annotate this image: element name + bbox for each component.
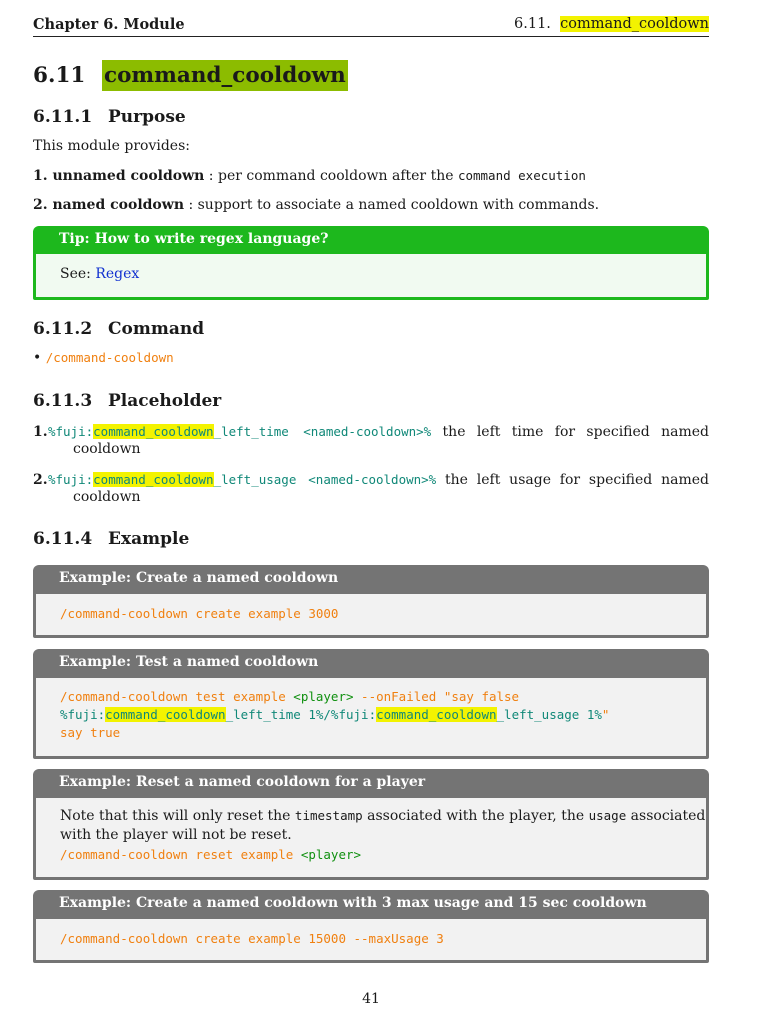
code-argument: <player> <box>293 689 354 704</box>
placeholder-prefix: %fuji: <box>48 472 94 487</box>
command-text: /command-cooldown <box>45 350 174 365</box>
code-line: say true <box>60 725 121 740</box>
placeholder-desc-cont: cooldown <box>73 441 141 457</box>
code-command: /command-cooldown test example <box>60 689 294 704</box>
command-item <box>33 350 709 366</box>
example-body <box>36 798 706 877</box>
code-command: /command-cooldown reset example <box>60 847 301 862</box>
list-item <box>33 168 709 184</box>
subsection-number: 6.11.3 <box>33 391 93 411</box>
placeholder-code <box>48 424 431 439</box>
example-box-create <box>33 565 709 638</box>
placeholder-code <box>48 472 436 487</box>
code-line <box>60 847 361 862</box>
section-number: 6.11 <box>33 63 86 88</box>
subsection-heading: Placeholder <box>108 391 222 411</box>
example-box-maxusage <box>33 890 709 963</box>
note-code: usage <box>588 808 627 823</box>
running-header <box>33 15 709 37</box>
example-title: Example: Reset a named cooldown for a player <box>59 774 426 790</box>
example-body <box>36 919 706 960</box>
note-text: associated with the player, the <box>362 808 589 824</box>
page-number: 41 <box>362 991 380 1007</box>
code-part: %fuji: <box>60 707 106 722</box>
subsection-number: 6.11.1 <box>33 107 93 127</box>
note-line: with the player will not be reset. <box>60 827 292 843</box>
item-text: support to associate a named cooldown with commands. <box>197 197 600 213</box>
placeholder-desc: the left time for specified named <box>431 424 710 440</box>
tip-prefix: See: <box>60 266 96 282</box>
example-title: Example: Create a named cooldown with 3 max usage and 15 sec cooldown <box>59 895 647 911</box>
code-quote: " <box>601 707 610 722</box>
placeholder-line <box>48 472 709 488</box>
code-highlight: command_cooldown <box>105 707 226 722</box>
example-title: Example: Create a named cooldown <box>59 570 339 586</box>
code-part: _left_usage 1% <box>496 707 602 722</box>
header-section-name: command_cooldown <box>560 16 709 32</box>
placeholder-prefix: %fuji: <box>48 424 94 439</box>
tip-text <box>60 266 139 282</box>
placeholder-desc-cont: cooldown <box>73 489 141 505</box>
code-argument: <player> <box>300 847 362 862</box>
header-section-number: 6.11. <box>514 16 551 32</box>
item-separator: : <box>184 197 198 213</box>
placeholder-highlight: command_cooldown <box>93 472 214 487</box>
header-section-ref <box>514 16 709 32</box>
code-part: _left_time 1%/%fuji: <box>225 707 377 722</box>
note-line <box>60 808 706 824</box>
subsection-purpose <box>33 107 186 127</box>
regex-link[interactable]: Regex <box>95 266 140 282</box>
item-separator: : <box>204 168 218 184</box>
subsection-heading: Purpose <box>108 107 186 127</box>
purpose-intro: This module provides: <box>33 138 190 154</box>
code-highlight: command_cooldown <box>376 707 497 722</box>
note-text: Note that this will only reset the <box>60 808 295 824</box>
note-code: timestamp <box>294 808 363 823</box>
example-body <box>36 594 706 635</box>
item-text: per command cooldown after the <box>217 168 458 184</box>
code-line <box>60 689 519 704</box>
bullet-icon: • <box>33 350 42 366</box>
placeholder-suffix: _left_usage <named-cooldown>% <box>213 472 437 487</box>
example-box-test <box>33 649 709 759</box>
subsection-number: 6.11.4 <box>33 529 93 549</box>
list-item <box>33 197 709 213</box>
tip-title: Tip: How to write regex language? <box>59 231 329 247</box>
subsection-command <box>33 319 204 339</box>
placeholder-line <box>48 424 709 440</box>
item-label: 1. unnamed cooldown <box>33 168 205 184</box>
tip-box <box>33 226 709 300</box>
item-label: 1. <box>33 424 48 440</box>
code-option: --onFailed "say false <box>353 689 520 704</box>
chapter-label: Chapter 6. Module <box>33 16 185 33</box>
example-body <box>36 678 706 756</box>
subsection-placeholder <box>33 391 221 411</box>
note-text: associated <box>626 808 706 824</box>
placeholder-suffix: _left_time <named-cooldown>% <box>213 424 432 439</box>
item-label: 2. named cooldown <box>33 197 184 213</box>
placeholder-highlight: command_cooldown <box>93 424 214 439</box>
subsection-example <box>33 529 189 549</box>
example-box-reset <box>33 769 709 880</box>
placeholder-desc: the left usage for specified named <box>436 472 709 488</box>
subsection-number: 6.11.2 <box>33 319 93 339</box>
item-label: 2. <box>33 472 48 488</box>
code-line: /command-cooldown create example 3000 <box>60 606 339 621</box>
code-line <box>60 707 609 722</box>
section-name: command_cooldown <box>102 60 348 91</box>
subsection-heading: Command <box>108 319 205 339</box>
tip-body <box>36 254 706 297</box>
section-title <box>33 60 348 91</box>
subsection-heading: Example <box>108 529 190 549</box>
example-title: Example: Test a named cooldown <box>59 654 319 670</box>
item-code: command execution <box>457 168 586 183</box>
code-line: /command-cooldown create example 15000 --maxUsage 3 <box>60 931 444 946</box>
